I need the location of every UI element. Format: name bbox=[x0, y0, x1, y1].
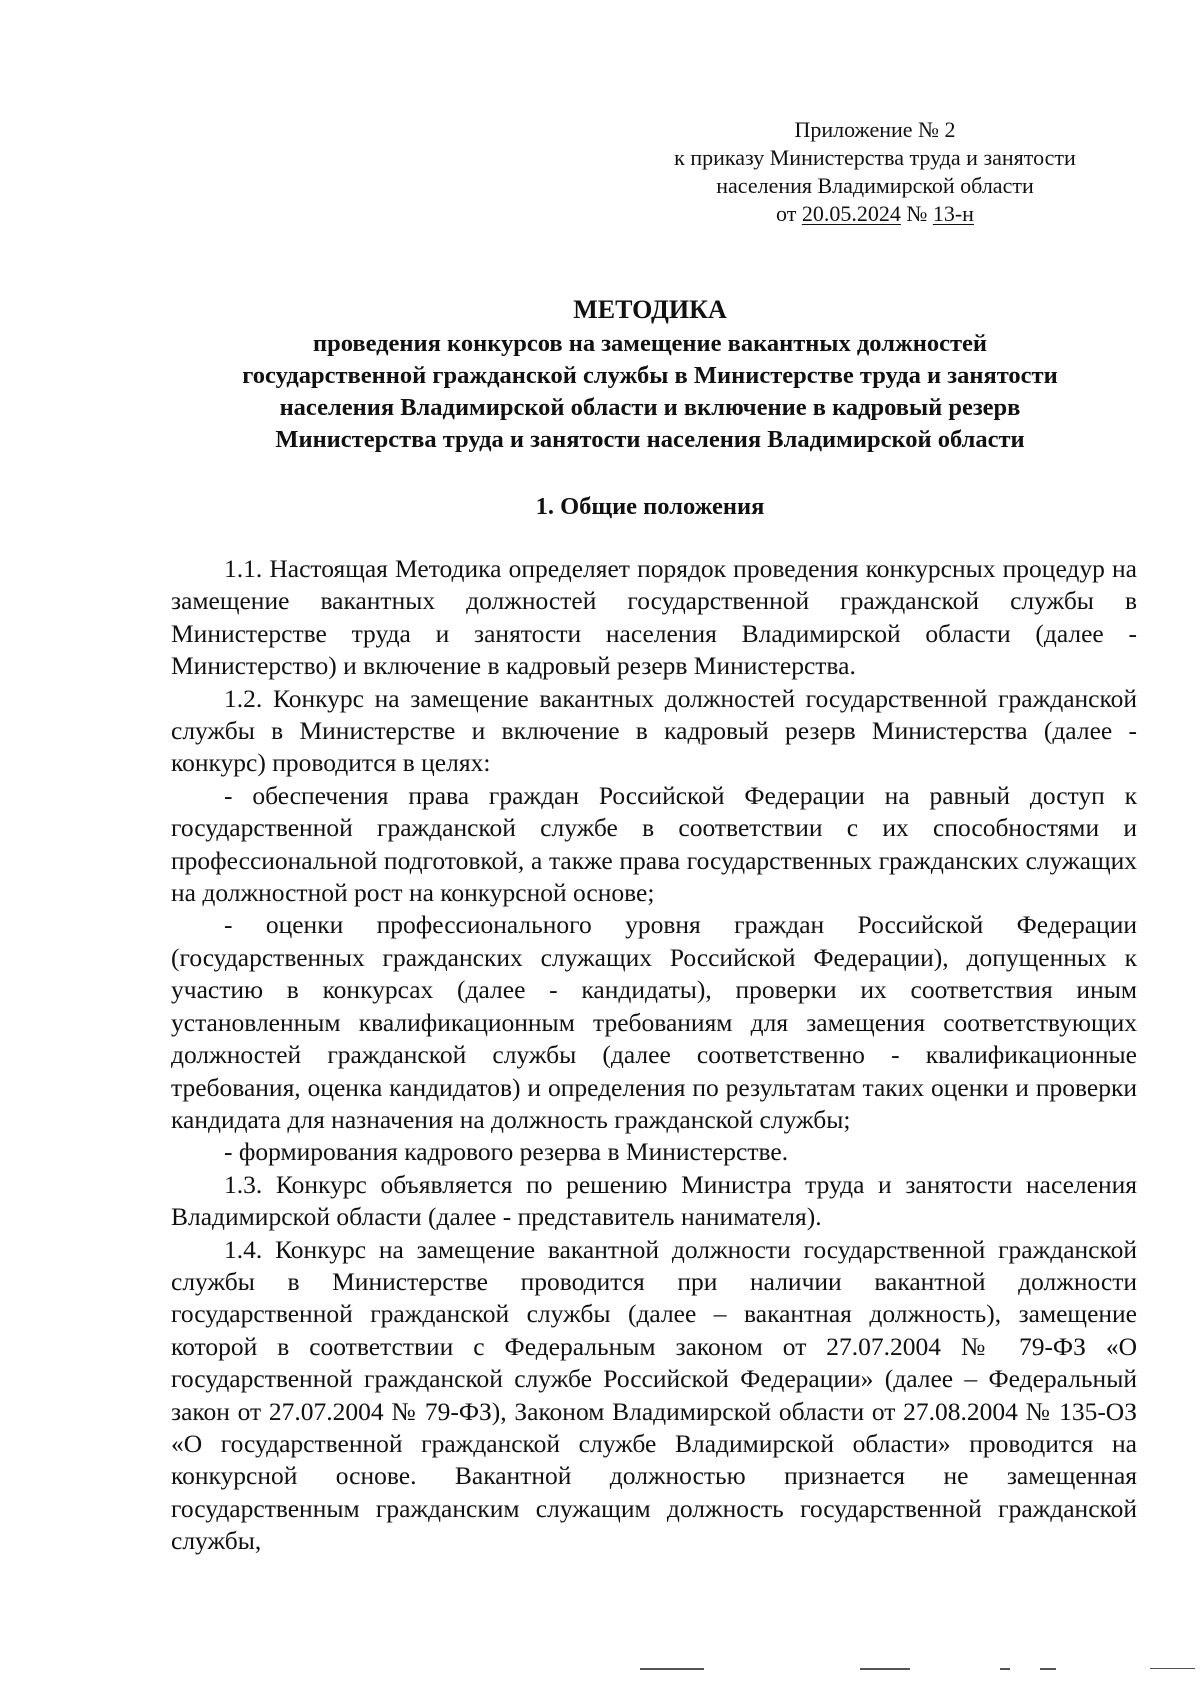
appendix-line-1: Приложение № 2 bbox=[794, 117, 956, 142]
appendix-header bbox=[640, 116, 1110, 228]
number-prefix: № bbox=[906, 201, 928, 226]
scan-mark bbox=[1000, 1668, 1010, 1670]
appendix-line-2: к приказу Министерства труда и занятости bbox=[674, 145, 1076, 170]
title-main: МЕТОДИКА bbox=[573, 295, 727, 324]
list-item-personnel-reserve: - формирования кадрового резерва в Министерстве. bbox=[224, 1137, 789, 1167]
title-line-2: государственной гражданской службы в Министерстве труда и занятости bbox=[242, 362, 1058, 389]
scan-footer-marks bbox=[0, 1664, 1200, 1674]
date-prefix: от bbox=[776, 201, 797, 226]
appendix-date-line bbox=[640, 200, 1110, 228]
order-date: 20.05.2024 bbox=[801, 201, 901, 226]
title-line-1: проведения конкурсов на замещение вакантных должностей bbox=[312, 330, 987, 357]
paragraph-1-1: 1.1. Настоящая Методика определяет порядок проведения конкурсных процедур на замещение вакантных должностей государственной гражданской службы в Министерстве труда и занятости населения Владимирской области (далее - Министерство) и включение в кадровый резерв Министерства. bbox=[171, 554, 1137, 681]
paragraph-1-3: 1.3. Конкурс объявляется по решению Министра труда и занятости населения Владимирской области (далее - представитель нанимателя). bbox=[171, 1169, 1137, 1232]
scan-mark bbox=[1040, 1668, 1056, 1670]
appendix-line-3: населения Владимирской области bbox=[716, 173, 1034, 198]
order-number: 13-н bbox=[932, 201, 974, 226]
list-item-assessment: - оценки профессионального уровня граждан Российской Федерации (государственных гражданских служащих Российской Федерации), допущенных к участию в конкурсах (далее - кандидаты), проверки их соответствия иным установленным квалификационным требованиям для замещения соответствующих должностей гражданской службы (далее соответственно - квалификационные требования, оценка кандидатов) и определения по результатам таких оценки и проверки кандидата для назначения на должность гражданской службы; bbox=[171, 910, 1137, 1134]
section-heading: 1. Общие положения bbox=[535, 493, 765, 520]
paragraph-1-2: 1.2. Конкурс на замещение вакантных должностей государственной гражданской службы в Министерстве и включение в кадровый резерв Министерства (далее - конкурс) проводится в целях: bbox=[171, 683, 1137, 778]
title-line-3: населения Владимирской области и включение в кадровый резерв bbox=[279, 394, 1021, 421]
paragraph-1-4: 1.4. Конкурс на замещение вакантной должности государственной гражданской службы в Министерстве проводится при наличии вакантной должности государственной гражданской службы (далее – вакантная должность), замещение которой в соответствии с Федеральным законом от 27.07.2004 № 79-ФЗ «О государственной гражданской службе Российской Федерации» (далее – Федеральный закон от 27.07.2004 № 79-ФЗ), Законом Владимирской области от 27.08.2004 № 135-ОЗ «О государственной гражданской службе Владимирской области» проводится на конкурсной основе. Вакантной должностью признается не замещенная государственным гражданским служащим должность государственной гражданской службы, bbox=[171, 1234, 1137, 1556]
document-title bbox=[150, 294, 1150, 456]
list-item-equal-access: - обеспечения права граждан Российской Федерации на равный доступ к государственной гражданской службе в соответствии с их способностями и профессиональной подготовкой, а также права государственных гражданских служащих на должностной рост на конкурсной основе; bbox=[171, 780, 1137, 908]
scan-mark bbox=[860, 1668, 910, 1670]
scan-mark bbox=[640, 1668, 704, 1670]
document-body bbox=[171, 553, 1137, 1558]
scan-mark bbox=[1150, 1668, 1195, 1669]
title-line-4: Министерства труда и занятости населения Владимирской области bbox=[275, 426, 1025, 453]
